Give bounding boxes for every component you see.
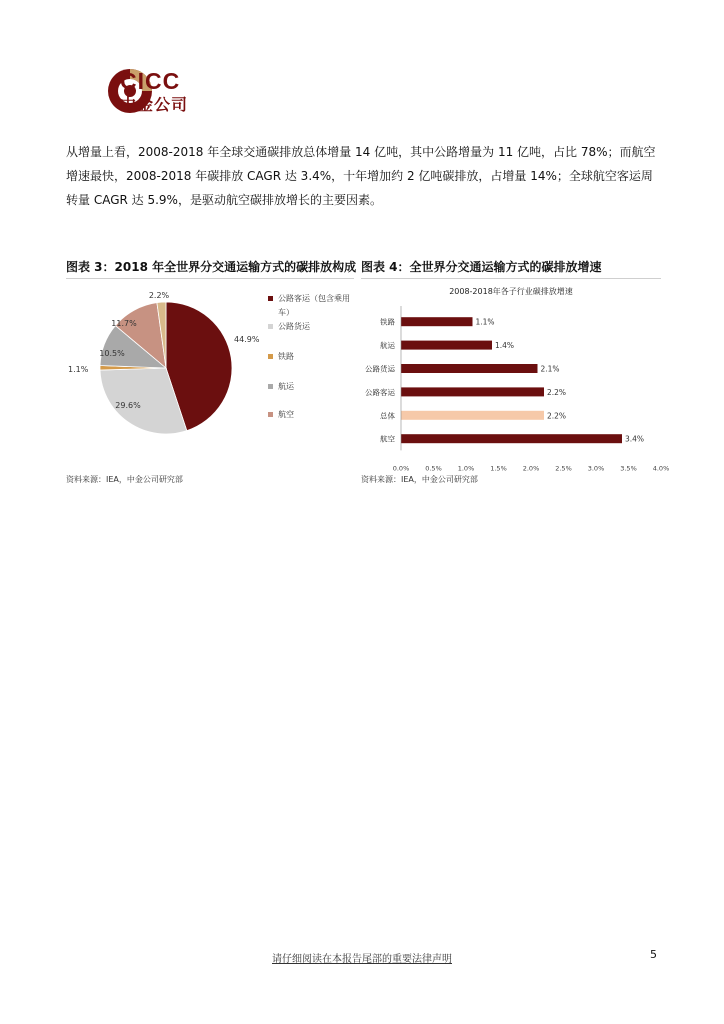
- bar-rect: [401, 411, 544, 420]
- pie-value-label: 11.7%: [111, 319, 137, 328]
- bar-x-tick-label: 0.0%: [392, 464, 410, 473]
- bar-x-tick-label: 3.0%: [587, 464, 605, 473]
- pie-legend-swatch: [268, 324, 273, 329]
- bar-rect: [401, 341, 492, 350]
- bar-x-tick-label: 2.0%: [522, 464, 540, 473]
- logo-text-en: CICC: [120, 68, 181, 94]
- bar-rect: [401, 387, 544, 396]
- bar-x-tick-label: 1.5%: [490, 464, 507, 473]
- figure3-title: 图表 3：2018 年全世界分交通运输方式的碳排放构成: [66, 260, 357, 274]
- bar-rect: [401, 434, 622, 443]
- bar-category-label: 公路货运: [365, 364, 395, 374]
- pie-value-label: 10.5%: [99, 349, 125, 358]
- figure3-pie-chart: [66, 282, 356, 468]
- pie-legend-label: 铁路: [278, 352, 294, 361]
- bar-value-label: 2.1%: [540, 364, 560, 374]
- pie-legend-label: 航运: [278, 382, 294, 391]
- bar-category-label: 总体: [380, 411, 395, 421]
- figure3-source: 资料来源：IEA，中金公司研究部: [66, 475, 183, 484]
- pie-legend-swatch: [268, 354, 273, 359]
- page-number: 5: [650, 948, 657, 961]
- pie-value-label: 44.9%: [234, 335, 260, 344]
- bar-value-label: 2.2%: [547, 411, 567, 421]
- pie-legend-swatch: [268, 412, 273, 417]
- bar-category-label: 铁路: [380, 317, 395, 327]
- bar-category-label: 公路客运: [365, 387, 395, 397]
- pie-legend-label: 航空: [278, 410, 294, 419]
- bar-rect: [401, 364, 538, 373]
- figure4-title: 图表 4：全世界分交通运输方式的碳排放增速: [361, 260, 602, 274]
- pie-legend-swatch: [268, 384, 273, 389]
- bar-chart-title: 2008-2018年各子行业碳排放增速: [449, 287, 573, 296]
- figure4-source: 资料来源：IEA，中金公司研究部: [361, 475, 478, 484]
- pie-value-label: 2.2%: [148, 291, 170, 300]
- legal-disclaimer-link[interactable]: 请仔细阅读在本报告尾部的重要法律声明: [272, 954, 452, 965]
- pie-value-label: 1.1%: [68, 365, 89, 374]
- pie-legend-label-cont: 车）: [278, 308, 294, 317]
- bar-category-label: 航空: [380, 434, 395, 444]
- figure4-bar-chart: [361, 282, 670, 473]
- bar-x-tick-label: 0.5%: [425, 464, 442, 473]
- figure4-divider: [361, 278, 661, 279]
- bar-x-tick-label: 1.0%: [457, 464, 475, 473]
- body-paragraph: 从增量上看，2008-2018 年全球交通碳排放总体增量 14 亿吨，其中公路增量为 11 亿吨，占比 78%；而航空增速最快，2008-2018 年碳排放 CAGR 达 3.4%，十年增加约 2 亿吨碳排放，占增量 14%；全球航空客运周转量 CAGR 达 5.9%，是驱动航空碳排放增长的主要因素。: [66, 145, 656, 207]
- bar-rect: [401, 317, 473, 326]
- bar-x-tick-label: 4.0%: [652, 464, 670, 473]
- pie-legend-swatch: [268, 296, 273, 301]
- figure3-divider: [66, 278, 354, 279]
- pie-legend-label: 公路货运: [278, 322, 310, 331]
- bar-value-label: 2.2%: [547, 387, 567, 397]
- bar-category-label: 航运: [380, 341, 395, 351]
- logo-text-cn: 中金公司: [120, 95, 189, 114]
- pie-value-label: 29.6%: [115, 401, 141, 410]
- bar-value-label: 1.4%: [495, 341, 515, 351]
- bar-value-label: 1.1%: [475, 317, 495, 327]
- bar-value-label: 3.4%: [625, 434, 645, 444]
- bar-x-tick-label: 2.5%: [555, 464, 572, 473]
- pie-legend-label: 公路客运（包含乘用: [278, 294, 350, 303]
- bar-x-tick-label: 3.5%: [620, 464, 637, 473]
